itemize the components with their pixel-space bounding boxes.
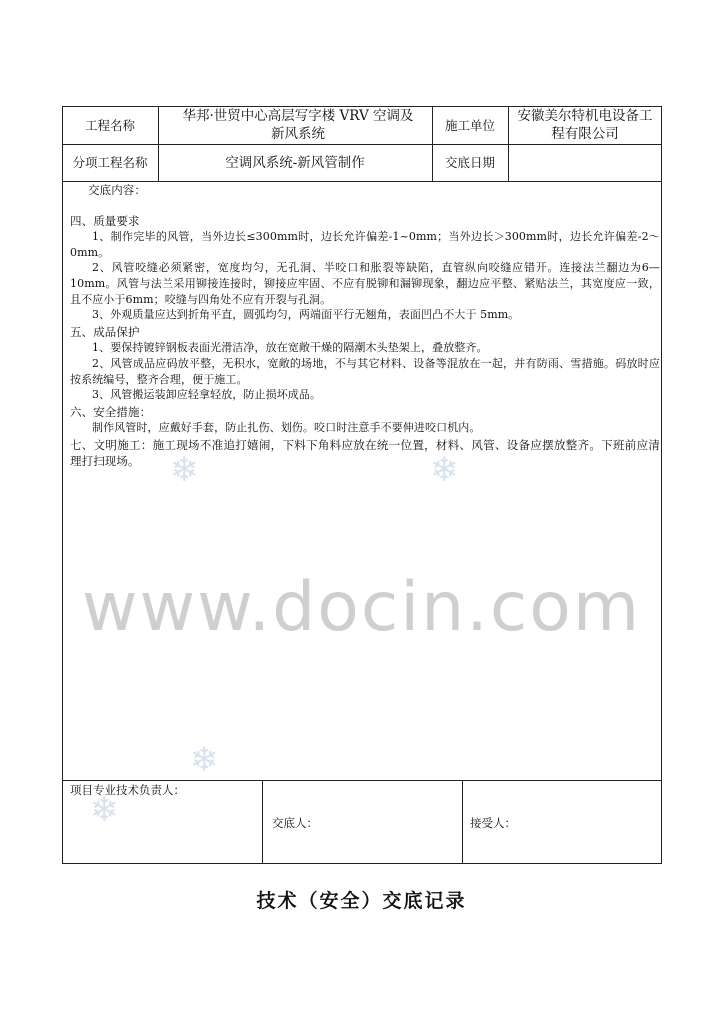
snowflake-icon: ❄	[90, 790, 119, 830]
safety-item-1: 制作风管时，应戴好手套，防止扎伤、划伤。咬口时注意手不要伸进咬口机内。	[92, 421, 481, 435]
section-safety-title: 六、安全措施：	[70, 404, 152, 419]
protection-item-3: 3、风管搬运装卸应轻拿轻放，防止损坏成品。	[92, 388, 322, 402]
col-divider	[262, 780, 263, 864]
col-divider	[462, 780, 463, 864]
subproject-value: 空调风系统-新风管制作	[225, 154, 365, 171]
quality-item-1: 1、制作完毕的风管，当外边长≤300mm时，边长允许偏差-1~0mm；当外边长＞300mm时，边长允许偏差-2～0mm。	[70, 230, 660, 259]
quality-item-3: 3、外观质量应达到折角平直，圆弧均匀，两端面平行无翘角，表面凹凸不大于 5mm。	[92, 308, 520, 322]
tech-lead-label: 项目专业技术负责人：	[70, 783, 185, 797]
row-divider	[62, 181, 662, 182]
snowflake-icon: ❄	[190, 740, 219, 780]
contractor-value: 安徽美尔特机电设备工程有限公司	[517, 108, 653, 142]
snowflake-icon: ❄	[430, 450, 459, 490]
handover-date-value	[508, 144, 662, 181]
protection-item-1: 1、要保持镀锌钢板表面光滑洁净，放在宽敞干燥的隔潮木头垫架上，叠放整齐。	[92, 341, 488, 355]
watermark-text: www.docin.com	[81, 568, 642, 647]
subproject-label: 分项工程名称	[72, 155, 148, 170]
document-title: 技术（安全）交底记录	[256, 890, 467, 912]
section-protection-title: 五、成品保护	[70, 324, 140, 339]
snowflake-icon: ❄	[170, 450, 199, 490]
protection-item-2: 2、风管成品应码放平整，无积水，宽敞的场地，不与其它材料、设备等混放在一起，并有防雨、雪措施。码放时应按系统编号，整齐合理，便于施工。	[70, 356, 660, 386]
section-civilized-construction: 七、文明施工：施工现场不准追打嬉闹，下料下角料应放在统一位置，材料、风管、设备应摆放整齐。下班前应清理打扫现场。	[70, 437, 660, 468]
receiver-label: 接受人：	[470, 816, 516, 830]
handover-content	[70, 183, 660, 469]
presenter-label: 交底人：	[272, 816, 318, 830]
project-name-label: 工程名称	[84, 117, 135, 133]
contractor-label: 施工单位	[444, 117, 495, 133]
section-quality-title: 四、质量要求	[70, 213, 140, 228]
content-intro: 交底内容：	[88, 183, 146, 197]
row-divider	[62, 780, 662, 781]
quality-item-2: 2、风管咬缝必须紧密，宽度均匀，无孔洞、半咬口和胀裂等缺陷，直管纵向咬缝应错开。连接法兰翻边为6—10mm。风管与法兰采用铆接连接时，铆接应牢固、不应有脱铆和漏铆现象，翻边应平整、紧贴法兰，其宽度应一致，且不应小于6mm；咬缝与四角处不应有开裂与孔洞。	[70, 261, 660, 306]
handover-date-label: 交底日期	[444, 155, 495, 170]
project-name-value: 华邦·世贸中心高层写字楼 VRV 空调及新风系统	[182, 108, 414, 142]
